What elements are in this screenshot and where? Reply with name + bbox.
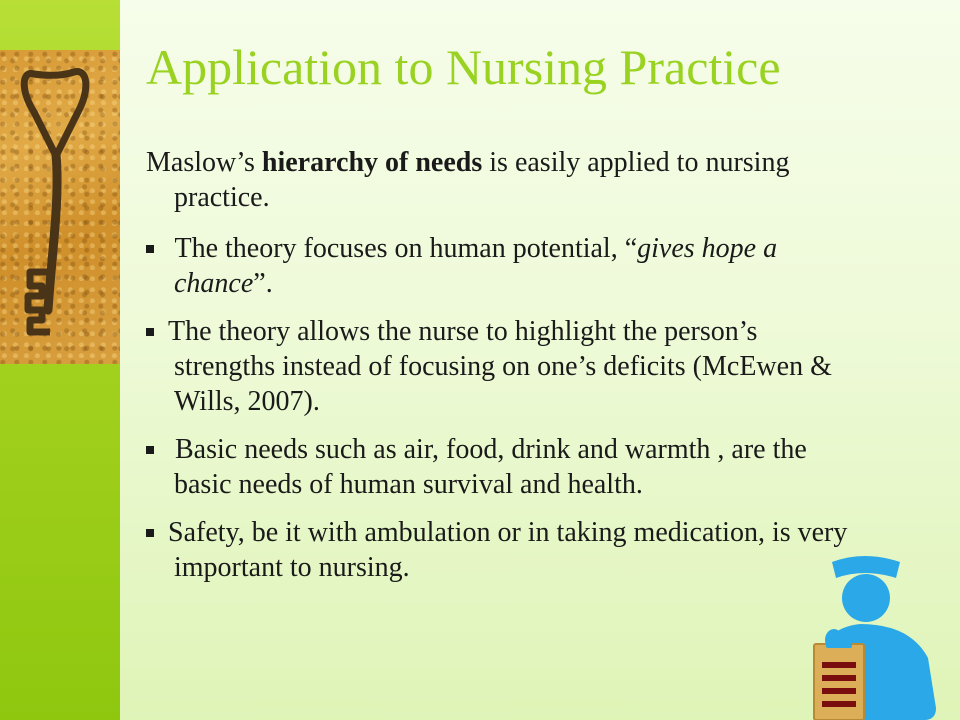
bullet-text-pre: The theory focuses on human potential, “ [168, 233, 638, 264]
intro-text-post: is easily applied to nursing practice. [174, 147, 790, 213]
bullet-text: The theory allows the nurse to highlight the person’s strengths instead of focusing on one’s deficits (McEwen & Wills, 2007). [168, 316, 832, 417]
nurse-clipart-icon [800, 548, 950, 720]
bullet-text-italic: gives hope a chance [174, 233, 778, 299]
bullet-item [146, 515, 858, 585]
intro-text-bold: hierarchy of needs [261, 147, 483, 178]
left-decorative-strip [0, 0, 120, 720]
slide-body [146, 145, 858, 598]
square-bullet-icon [146, 529, 154, 537]
intro-paragraph [146, 145, 858, 215]
square-bullet-icon [146, 446, 154, 454]
square-bullet-icon [146, 328, 154, 336]
bullet-text: Safety, be it with ambulation or in taking medication, is very important to nursing. [168, 517, 848, 583]
bullet-item [146, 231, 858, 301]
slide-title: Application to Nursing Practice [146, 39, 781, 95]
square-bullet-icon [146, 245, 154, 253]
bullet-item [146, 432, 858, 502]
bullet-text: Basic needs such as air, food, drink and warmth , are the basic needs of human survival and health. [168, 434, 807, 500]
intro-text-pre: Maslow’s [146, 147, 262, 178]
bullet-text-post: ”. [253, 268, 273, 299]
bullet-item [146, 314, 858, 419]
skeleton-key-icon [0, 50, 120, 364]
sand-key-photo [0, 50, 120, 364]
